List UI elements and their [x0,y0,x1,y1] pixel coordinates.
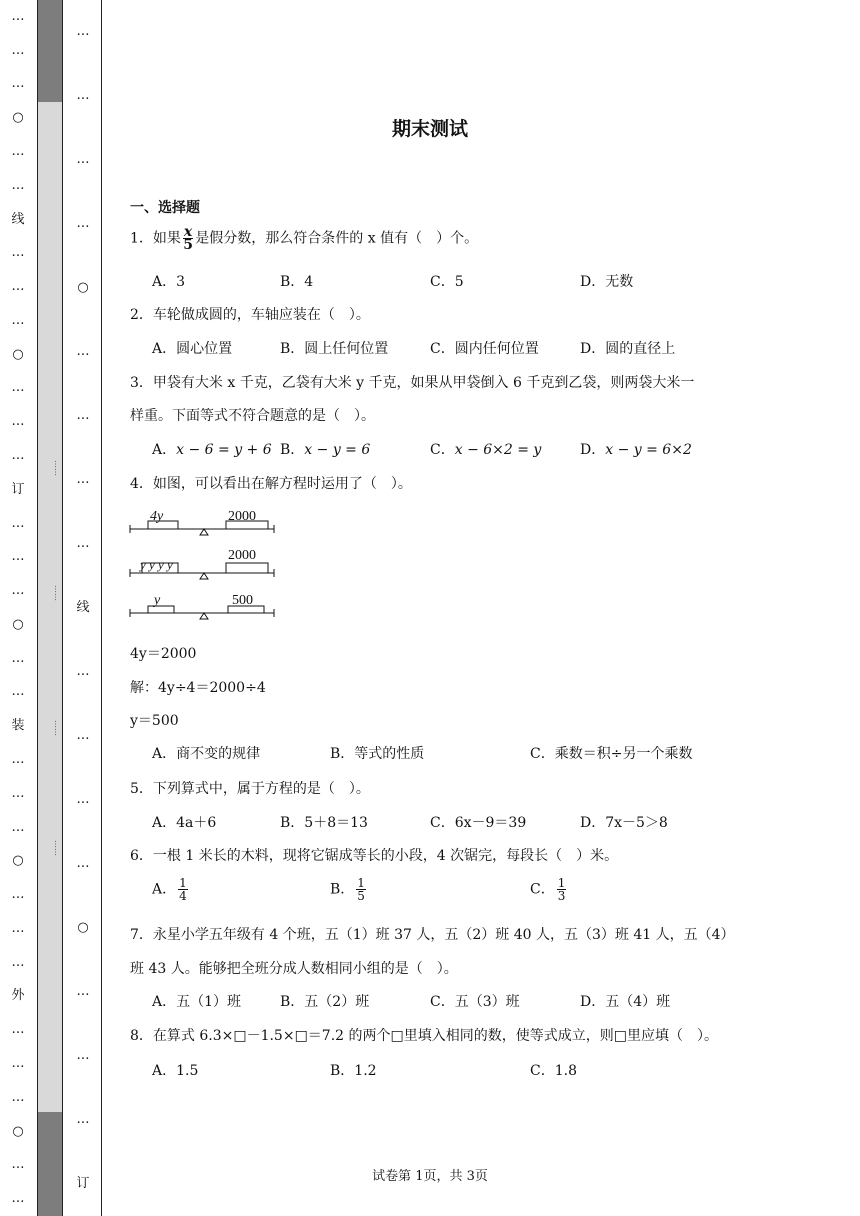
q5-option-a: A．4a＋6 [152,815,217,831]
q1-fraction [183,226,193,251]
binding-hole-icon: ○ [12,853,24,868]
binding-margin-mark: … [11,76,25,91]
question-7-line1: 7．永星小学五年级有 4 个班，五（1）班 37 人，五（2）班 40 人，五（3）班 41 人，五（4） [130,927,735,943]
gray-bar-mark: …… [53,460,62,476]
binding-margin-mark: … [76,792,90,807]
binding-margin-mark: 线 [11,212,25,227]
q6-label-c: C． [530,881,555,898]
binding-margin-mark: … [11,752,25,767]
binding-margin-mark: … [76,1112,90,1127]
binding-margin-mark: … [11,1157,25,1172]
q6-fraction-c-num: 1 [557,876,566,890]
q8-option-c: C．1.8 [530,1063,577,1079]
gray-bar-mark: …… [53,840,62,856]
binding-hole-icon: ○ [12,347,24,362]
balance-row-1 [130,509,274,535]
row2-right-label: 2000 [228,548,256,563]
binding-hole-icon: ○ [12,110,24,125]
q7-option-c: C．五（3）班 [430,994,520,1010]
binding-margin-mark: … [11,583,25,598]
gray-bar-mark: …… [53,720,62,736]
gray-bar-dark-top [38,0,62,102]
q1-fraction-den: 5 [183,237,193,253]
q5-option-d: D．7x－5＞8 [580,815,668,831]
balance-scale-diagram [128,505,278,630]
binding-margin-mark: … [76,344,90,359]
binding-margin-mark: … [11,279,25,294]
binding-hole-icon: ○ [12,1124,24,1139]
binding-margin-mark: … [11,786,25,801]
binding-margin-mark: … [11,1056,25,1071]
binding-hole-icon: ○ [77,280,89,295]
binding-margin-mark: … [76,728,90,743]
q6-fraction-b [356,877,366,902]
q4-option-b: B．等式的性质 [330,746,425,762]
q6-fraction-a-den: 4 [179,889,187,903]
q3-option-a [152,439,272,459]
q6-option-c [530,877,568,902]
q7-option-a: A．五（1）班 [152,994,242,1010]
binding-margin-mark: … [11,516,25,531]
balance-row-3 [130,593,274,619]
q2-option-d: D．圆的直径上 [580,341,676,357]
gray-bar-mark: …… [53,585,62,601]
q4-option-a: A．商不变的规律 [152,746,261,762]
binding-margin-mark: … [76,88,90,103]
q1-option-b: B．4 [280,274,314,290]
binding-margin-mark: … [11,651,25,666]
inner-binding-margin [64,0,102,1216]
binding-hole-icon: ○ [12,617,24,632]
binding-margin-mark: … [11,921,25,936]
q1-pre: 1．如果 [130,230,181,247]
q3-label-c: C． [430,442,455,458]
binding-margin-mark: 外 [11,988,25,1003]
q4-option-c: C．乘数＝积÷另一个乘数 [530,746,693,762]
q3-expr-a: x − 6 = y + 6 [176,442,272,458]
q3-label-b: B． [280,442,305,458]
q6-label-a: A． [152,881,177,898]
binding-margin-mark: … [11,820,25,835]
binding-margin-mark: … [11,955,25,970]
q1-option-c: C．5 [430,274,464,290]
q2-option-c: C．圆内任何位置 [430,341,539,357]
binding-margin-mark: … [11,414,25,429]
question-1 [130,226,478,251]
q6-fraction-c [557,877,567,902]
q1-fraction-num: x [183,224,193,240]
binding-margin-mark: … [76,664,90,679]
page-title: 期末测试 [391,118,468,140]
question-2: 2．车轮做成圆的，车轴应装在（ ）。 [130,307,370,323]
q5-option-c: C．6x－9＝39 [430,815,527,831]
binding-margin-mark: … [11,887,25,902]
q6-label-b: B． [330,881,355,898]
q4-equation-2: 解：4y÷4＝2000÷4 [130,680,266,696]
q2-option-b: B．圆上任何位置 [280,341,389,357]
binding-margin-mark: … [76,984,90,999]
binding-margin-mark: … [76,408,90,423]
q7-option-b: B．五（2）班 [280,994,370,1010]
q6-fraction-b-den: 5 [357,889,365,903]
balance-row-2 [130,548,274,579]
binding-margin-mark: … [76,472,90,487]
section-heading: 一、选择题 [130,200,200,216]
question-8: 8．在算式 6.3×□－1.5×□＝7.2 的两个□里填入相同的数，使等式成立，则□里应填（ ）。 [130,1028,718,1044]
binding-margin-mark: … [11,245,25,260]
binding-margin-mark: … [76,1048,90,1063]
question-4: 4．如图，可以看出在解方程时运用了（ ）。 [130,476,412,492]
q2-option-a: A．圆心位置 [152,341,233,357]
binding-margin-mark: … [76,856,90,871]
question-5: 5．下列算式中，属于方程的是（ ）。 [130,781,370,797]
q1-post: 是假分数，那么符合条件的 x 值有（ ）个。 [195,230,479,247]
row1-right-label: 2000 [228,509,256,524]
binding-margin-mark: … [11,1090,25,1105]
q6-fraction-b-num: 1 [357,876,365,890]
question-3-line2: 样重。下面等式不符合题意的是（ ）。 [130,408,375,424]
q6-option-a [152,877,190,902]
q3-option-d [580,439,692,459]
binding-margin-mark: … [76,152,90,167]
binding-margin-mark: … [76,24,90,39]
binding-margin-mark: 装 [11,718,25,733]
q1-option-a: A．3 [152,274,186,290]
gray-bar-dark-bottom [38,1112,62,1216]
binding-margin-mark: … [11,684,25,699]
binding-margin-mark: … [11,1191,25,1206]
binding-margin-mark: … [11,178,25,193]
row1-left-label: 4y [150,509,164,524]
binding-margin-mark: 订 [76,1176,90,1191]
q3-label-d: D． [580,442,606,458]
binding-margin-mark: … [11,9,25,24]
q3-expr-b: x − y = 6 [304,442,371,458]
binding-margin-mark: … [76,536,90,551]
row3-right-label: 500 [232,593,253,608]
q3-option-c [430,439,541,459]
binding-margin-mark: … [11,144,25,159]
q6-fraction-a-num: 1 [179,876,187,890]
q6-option-b [330,877,368,902]
q8-option-a: A．1.5 [152,1063,199,1079]
binding-margin-mark: 订 [11,482,25,497]
binding-hole-icon: ○ [77,920,89,935]
binding-margin-mark: … [11,1022,25,1037]
binding-margin-mark: … [11,549,25,564]
binding-margin-mark: … [11,448,25,463]
row2-left-label: y y y y [140,557,173,572]
binding-margin-mark: … [11,313,25,328]
page-footer: 试卷第 1页，共 3页 [372,1169,488,1184]
question-3-line1: 3．甲袋有大米 x 千克，乙袋有大米 y 千克，如果从甲袋倒入 6 千克到乙袋，则两袋大米一 [130,375,695,391]
q4-equation-1: 4y＝2000 [130,646,197,662]
q1-option-d: D．无数 [580,274,634,290]
binding-margin-mark: … [11,380,25,395]
binding-margin-mark: 线 [76,600,90,615]
q5-option-b: B．5＋8＝13 [280,815,368,831]
q6-fraction-c-den: 3 [557,889,566,903]
outer-binding-margin [0,0,36,1216]
binding-margin-mark: … [11,43,25,58]
q7-option-d: D．五（4）班 [580,994,671,1010]
q3-expr-d: x − y = 6×2 [605,442,692,458]
question-6: 6．一根 1 米长的木料，现将它锯成等长的小段，4 次锯完，每段长（ ）米。 [130,848,619,864]
q3-option-b [280,439,370,459]
binding-margin-mark: … [76,216,90,231]
q3-expr-c: x − 6×2 = y [454,442,542,458]
binding-gray-bar [37,0,63,1216]
q4-equation-3: y＝500 [130,713,179,729]
question-7-line2: 班 43 人。能够把全班分成人数相同小组的是（ ）。 [130,961,458,977]
q3-label-a: A． [152,442,177,458]
q8-option-b: B．1.2 [330,1063,377,1079]
row3-left-label: y [154,593,161,608]
q6-fraction-a [178,877,188,902]
